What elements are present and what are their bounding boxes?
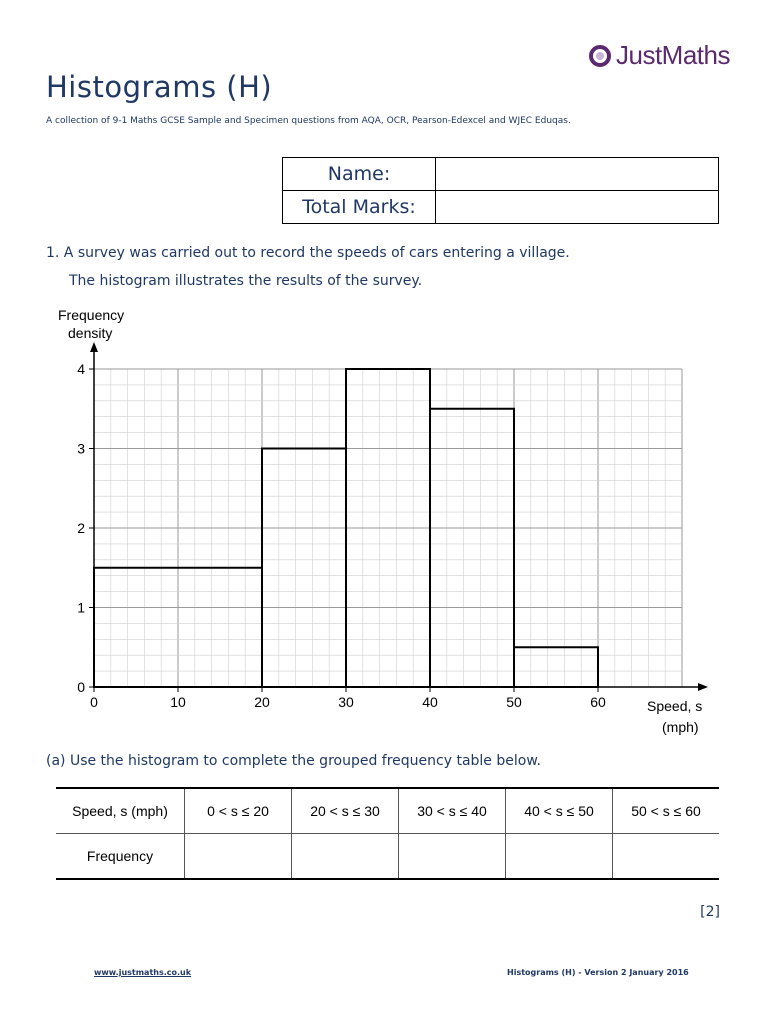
y-tick-label: 4 bbox=[77, 361, 85, 377]
interval-cell: 20 < s ≤ 30 bbox=[292, 788, 399, 834]
interval-cell: 40 < s ≤ 50 bbox=[506, 788, 613, 834]
x-axis-arrow-icon bbox=[698, 683, 708, 691]
name-field[interactable] bbox=[436, 158, 719, 191]
y-tick-label: 1 bbox=[77, 599, 85, 616]
interval-cell: 0 < s ≤ 20 bbox=[185, 788, 292, 834]
y-tick-label: 3 bbox=[77, 440, 85, 457]
x-axis-label-line-1: Speed, s bbox=[647, 698, 703, 714]
student-info-table bbox=[282, 157, 719, 224]
frequency-answer-cell[interactable] bbox=[613, 834, 720, 880]
x-tick-label: 50 bbox=[506, 694, 522, 710]
x-tick-label: 40 bbox=[422, 694, 438, 710]
histogram-chart bbox=[40, 298, 720, 743]
part-a-prompt: (a) Use the histogram to complete the grouped frequency table below. bbox=[46, 753, 541, 769]
interval-cell: 50 < s ≤ 60 bbox=[613, 788, 720, 834]
x-axis-label-line-2: (mph) bbox=[662, 719, 699, 735]
chart-ticks bbox=[77, 361, 606, 710]
frequency-answer-cell[interactable] bbox=[292, 834, 399, 880]
y-axis-arrow-icon bbox=[90, 342, 98, 352]
y-tick-label: 2 bbox=[77, 520, 85, 536]
total-marks-field[interactable] bbox=[436, 191, 719, 224]
histogram-bar bbox=[514, 647, 598, 687]
y-tick-label: 0 bbox=[77, 679, 85, 695]
total-marks-label: Total Marks: bbox=[283, 191, 436, 224]
frequency-answer-cell[interactable] bbox=[185, 834, 292, 880]
histogram-bar bbox=[262, 449, 346, 688]
y-axis-label-line-1: Frequency bbox=[58, 307, 125, 323]
frequency-answer-cell[interactable] bbox=[506, 834, 613, 880]
justmaths-logo bbox=[588, 40, 730, 71]
x-tick-label: 0 bbox=[90, 694, 98, 710]
logo-swirl-icon bbox=[588, 44, 612, 68]
histogram-bar bbox=[430, 409, 514, 687]
x-tick-label: 10 bbox=[170, 694, 186, 710]
frequency-row-label: Frequency bbox=[56, 834, 185, 880]
chart-axes bbox=[90, 342, 708, 691]
chart-grid bbox=[94, 369, 682, 687]
question-1-line-1: 1. A survey was carried out to record the speeds of cars entering a village. bbox=[46, 245, 570, 261]
question-1-line-2: The histogram illustrates the results of the survey. bbox=[69, 273, 423, 289]
speed-header: Speed, s (mph) bbox=[56, 788, 185, 834]
frequency-answer-cell[interactable] bbox=[399, 834, 506, 880]
page-title: Histograms (H) bbox=[46, 70, 273, 104]
footer-document-info: Histograms (H) - Version 2 January 2016 bbox=[507, 968, 689, 977]
logo-text: JustMaths bbox=[616, 40, 730, 70]
page-subtitle: A collection of 9-1 Maths GCSE Sample and Specimen questions from AQA, OCR, Pearson-Edexcel and WJEC Eduqas. bbox=[46, 116, 571, 126]
interval-cell: 30 < s ≤ 40 bbox=[399, 788, 506, 834]
x-tick-label: 20 bbox=[254, 694, 270, 710]
marks-indicator: [2] bbox=[700, 904, 720, 920]
footer-website-link[interactable]: www.justmaths.co.uk bbox=[94, 968, 192, 977]
x-tick-label: 30 bbox=[338, 694, 354, 710]
name-label: Name: bbox=[283, 158, 436, 191]
y-axis-label-line-2: density bbox=[68, 325, 113, 341]
x-tick-label: 60 bbox=[590, 694, 606, 710]
frequency-table bbox=[56, 787, 719, 880]
